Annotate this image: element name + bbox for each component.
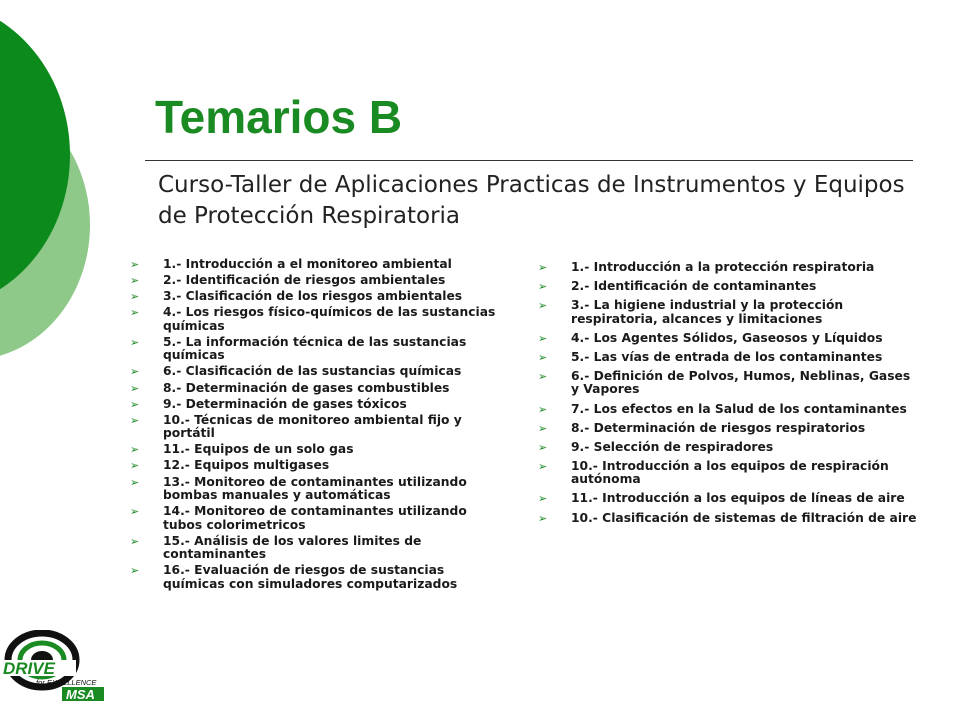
arrow-bullet-icon: ➢ xyxy=(130,443,140,457)
list-item-text: 3.- La higiene industrial y la protección respiratoria, alcances y limitaciones xyxy=(571,298,844,326)
list-item xyxy=(130,306,500,333)
arrow-bullet-icon: ➢ xyxy=(538,350,548,364)
left-topic-list xyxy=(130,258,500,594)
list-item xyxy=(538,332,918,346)
list-item-text: 8.- Determinación de gases combustibles xyxy=(163,380,450,395)
list-item-text: 11.- Equipos de un solo gas xyxy=(163,442,354,457)
arrow-bullet-icon: ➢ xyxy=(538,511,548,525)
list-item-text: 4.- Los riesgos físico-químicos de las sustancias químicas xyxy=(163,305,496,333)
list-item xyxy=(130,476,500,503)
list-item xyxy=(538,492,918,506)
list-item-text: 2.- Identificación de riesgos ambientales xyxy=(163,273,446,288)
arrow-bullet-icon: ➢ xyxy=(538,492,548,506)
arrow-bullet-icon: ➢ xyxy=(538,331,548,345)
right-topic-list xyxy=(538,261,918,531)
list-item xyxy=(538,512,918,526)
arrow-bullet-icon: ➢ xyxy=(130,505,140,519)
list-item-text: 16.- Evaluación de riesgos de sustancias químicas con simuladores computarizados xyxy=(163,563,458,591)
arrow-bullet-icon: ➢ xyxy=(538,280,548,294)
arrow-bullet-icon: ➢ xyxy=(130,459,140,473)
list-item xyxy=(130,398,500,412)
list-item xyxy=(130,365,500,379)
list-item xyxy=(130,564,500,591)
arrow-bullet-icon: ➢ xyxy=(130,397,140,411)
list-item xyxy=(130,336,500,363)
list-item xyxy=(538,261,918,275)
list-item-text: 12.- Equipos multigases xyxy=(163,458,330,473)
arrow-bullet-icon: ➢ xyxy=(538,421,548,435)
list-item-text: 6.- Clasificación de las sustancias químicas xyxy=(163,364,462,379)
list-item-text: 9.- Selección de respiradores xyxy=(571,439,774,454)
slide-subtitle: Curso-Taller de Aplicaciones Practicas de Instrumentos y Equipos de Protección Respiratoria xyxy=(158,172,905,229)
list-item-text: 6.- Definición de Polvos, Humos, Neblinas, Gases y Vapores xyxy=(571,368,911,397)
list-item-text: 7.- Los efectos en la Salud de los contaminantes xyxy=(571,401,907,416)
list-item xyxy=(538,422,918,436)
arrow-bullet-icon: ➢ xyxy=(130,365,140,379)
svg-text:DRIVE: DRIVE xyxy=(3,659,55,678)
list-item xyxy=(538,280,918,294)
arrow-bullet-icon: ➢ xyxy=(538,459,548,473)
title-divider xyxy=(145,160,913,161)
arrow-bullet-icon: ➢ xyxy=(538,261,548,274)
drive-for-excellence-msa-logo xyxy=(0,630,110,705)
list-item-text: 1.- Introducción a el monitoreo ambiental xyxy=(163,257,452,271)
list-item-text: 4.- Los Agentes Sólidos, Gaseosos y Líquidos xyxy=(571,330,883,345)
list-item xyxy=(538,370,918,397)
svg-text:MSA: MSA xyxy=(66,687,95,702)
list-item-text: 15.- Análisis de los valores limites de contaminantes xyxy=(163,533,422,562)
arrow-bullet-icon: ➢ xyxy=(538,299,548,313)
list-item xyxy=(130,290,500,304)
arrow-bullet-icon: ➢ xyxy=(130,381,140,395)
arrow-bullet-icon: ➢ xyxy=(130,564,140,578)
arrow-bullet-icon: ➢ xyxy=(130,258,140,271)
list-item-text: 2.- Identificación de contaminantes xyxy=(571,279,817,294)
arrow-bullet-icon: ➢ xyxy=(130,335,140,349)
arrow-bullet-icon: ➢ xyxy=(130,534,140,548)
list-item xyxy=(130,443,500,457)
slide-title: Temarios B xyxy=(155,91,403,143)
list-item-text: 3.- Clasificación de los riesgos ambientales xyxy=(163,289,463,304)
arrow-bullet-icon: ➢ xyxy=(538,369,548,383)
list-item-text: 5.- La información técnica de las sustancias químicas xyxy=(163,334,467,363)
list-item xyxy=(538,441,918,455)
arrow-bullet-icon: ➢ xyxy=(130,290,140,304)
arrow-bullet-icon: ➢ xyxy=(538,402,548,416)
list-item-text: 8.- Determinación de riesgos respiratorios xyxy=(571,420,866,435)
list-item-text: 10.- Introducción a los equipos de respiración autónoma xyxy=(571,458,889,487)
list-item xyxy=(538,460,918,487)
svg-text:for EXCELLENCE: for EXCELLENCE xyxy=(36,678,97,687)
list-item xyxy=(538,403,918,417)
arrow-bullet-icon: ➢ xyxy=(130,475,140,489)
list-item xyxy=(538,351,918,365)
list-item xyxy=(130,258,500,272)
arrow-bullet-icon: ➢ xyxy=(130,274,140,288)
list-item-text: 9.- Determinación de gases tóxicos xyxy=(163,396,407,411)
list-item-text: 10.- Clasificación de sistemas de filtración de aire xyxy=(571,510,917,525)
list-item xyxy=(130,274,500,288)
list-item xyxy=(130,459,500,473)
list-item-text: 10.- Técnicas de monitoreo ambiental fijo y portátil xyxy=(163,412,462,441)
list-item xyxy=(130,535,500,562)
list-item xyxy=(538,299,918,326)
list-item-text: 5.- Las vías de entrada de los contaminantes xyxy=(571,349,883,364)
list-item-text: 11.- Introducción a los equipos de líneas de aire xyxy=(571,491,905,506)
arrow-bullet-icon: ➢ xyxy=(130,306,140,320)
arrow-bullet-icon: ➢ xyxy=(130,413,140,427)
list-item-text: 1.- Introducción a la protección respiratoria xyxy=(571,260,875,274)
list-item xyxy=(130,414,500,441)
list-item xyxy=(130,382,500,396)
list-item-text: 13.- Monitoreo de contaminantes utilizando bombas manuales y automáticas xyxy=(163,474,467,503)
list-item-text: 14.- Monitoreo de contaminantes utilizando tubos colorimetricos xyxy=(163,504,467,532)
arrow-bullet-icon: ➢ xyxy=(538,440,548,454)
list-item xyxy=(130,505,500,532)
